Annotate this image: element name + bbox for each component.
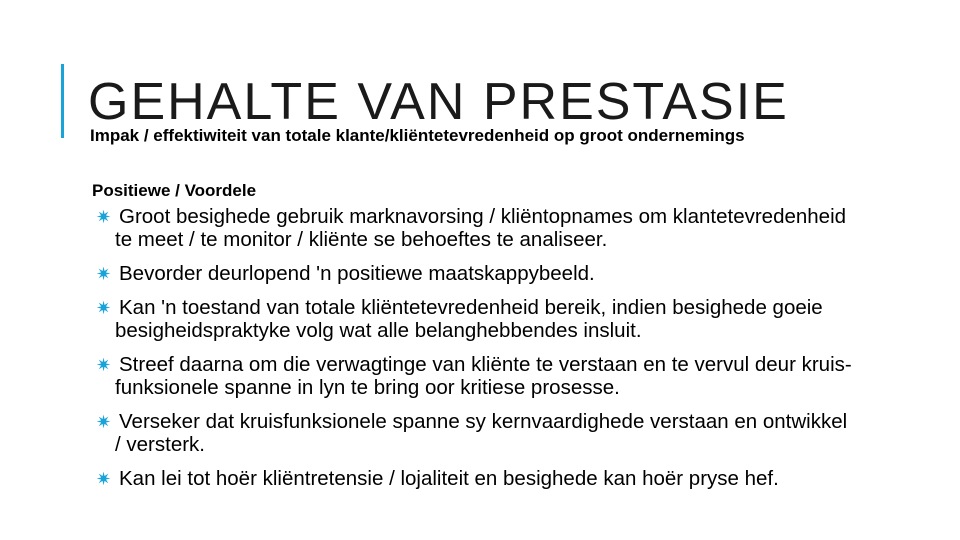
bullet-text: Kan lei tot hoër kliëntretensie / lojaliteit en besighede kan hoër pryse hef. (119, 467, 779, 490)
title-accent-bar (61, 64, 64, 138)
slide-title: GEHALTE VAN PRESTASIE (88, 73, 789, 131)
sunburst-icon: ✷ (96, 298, 112, 318)
bullet-item (96, 353, 856, 399)
bullet-text: Bevorder deurlopend 'n positiewe maatskappybeeld. (119, 262, 595, 285)
bullet-item (96, 296, 856, 342)
bullet-list (96, 205, 856, 501)
bullet-text: Kan 'n toestand van totale kliëntetevredenheid bereik, indien besighede goeie besigheidspraktyke volg wat alle belanghebbendes insluit. (115, 296, 823, 342)
bullet-text: Verseker dat kruisfunksionele spanne sy kernvaardighede verstaan en ontwikkel / versterk. (115, 410, 848, 456)
sunburst-icon: ✷ (96, 469, 112, 489)
sunburst-icon: ✷ (96, 264, 112, 284)
bullet-item (96, 467, 856, 490)
bullet-item (96, 410, 856, 456)
sunburst-icon: ✷ (96, 412, 112, 432)
sunburst-icon: ✷ (96, 355, 112, 375)
bullet-text: Streef daarna om die verwagtinge van kliënte te verstaan en te vervul deur kruis-funksionele spanne in lyn te bring oor kritiese prosesse. (115, 353, 852, 399)
sunburst-icon: ✷ (96, 207, 112, 227)
slide-subtitle: Impak / effektiwiteit van totale klante/kliëntetevredenheid op groot ondernemings (90, 126, 745, 145)
bullet-text: Groot besighede gebruik marknavorsing / kliëntopnames om klantetevredenheid te meet / te monitor / kliënte se behoeftes te analiseer. (115, 205, 847, 251)
section-heading: Positiewe / Voordele (92, 181, 257, 200)
bullet-item (96, 205, 856, 251)
bullet-item (96, 262, 856, 285)
